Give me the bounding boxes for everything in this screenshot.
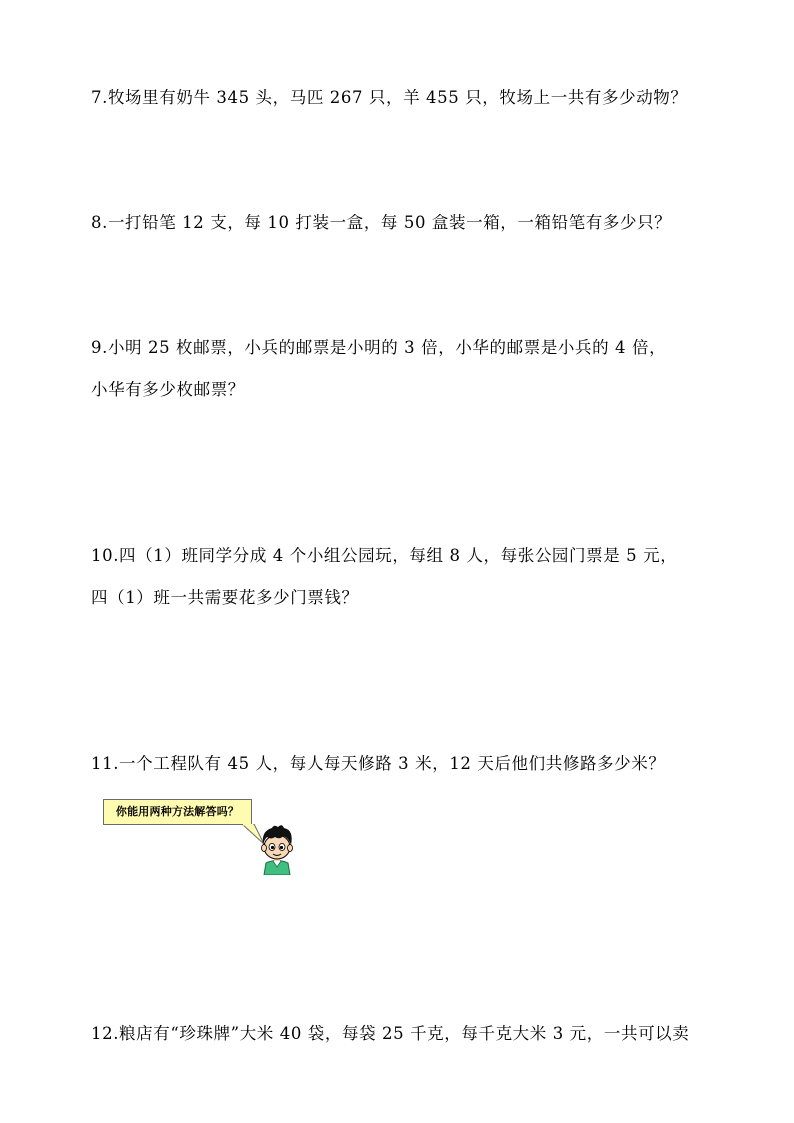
question-11: 11.一个工程队有 45 人，每人每天修路 3 米，12 天后他们共修路多少米？ xyxy=(91,754,666,773)
question-9-line-1: 9.小明 25 枚邮票，小兵的邮票是小明的 3 倍，小华的邮票是小兵的 4 倍， xyxy=(91,338,667,357)
cartoon-boy-icon xyxy=(254,823,300,875)
question-8: 8.一打铅笔 12 支，每 10 打装一盒，每 50 盒装一箱，一箱铅笔有多少只？ xyxy=(91,213,672,232)
question-10-line-1: 10.四（1）班同学分成 4 个小组公园玩，每组 8 人，每张公园门票是 5 元， xyxy=(91,546,678,565)
question-7: 7.牧场里有奶牛 345 头，马匹 267 只，羊 455 只，牧场上一共有多少动物？ xyxy=(91,88,688,107)
question-10-line-2: 四（1）班一共需要花多少门票钱？ xyxy=(91,588,359,607)
question-9-line-2: 小华有多少枚邮票？ xyxy=(91,380,245,399)
hint-speech-bubble: 你能用两种方法解答吗？ xyxy=(103,799,252,825)
question-12-line-1: 12.粮店有“珍珠牌”大米 40 袋，每袋 25 千克，每千克大米 3 元，一共可以卖 xyxy=(91,1024,690,1043)
